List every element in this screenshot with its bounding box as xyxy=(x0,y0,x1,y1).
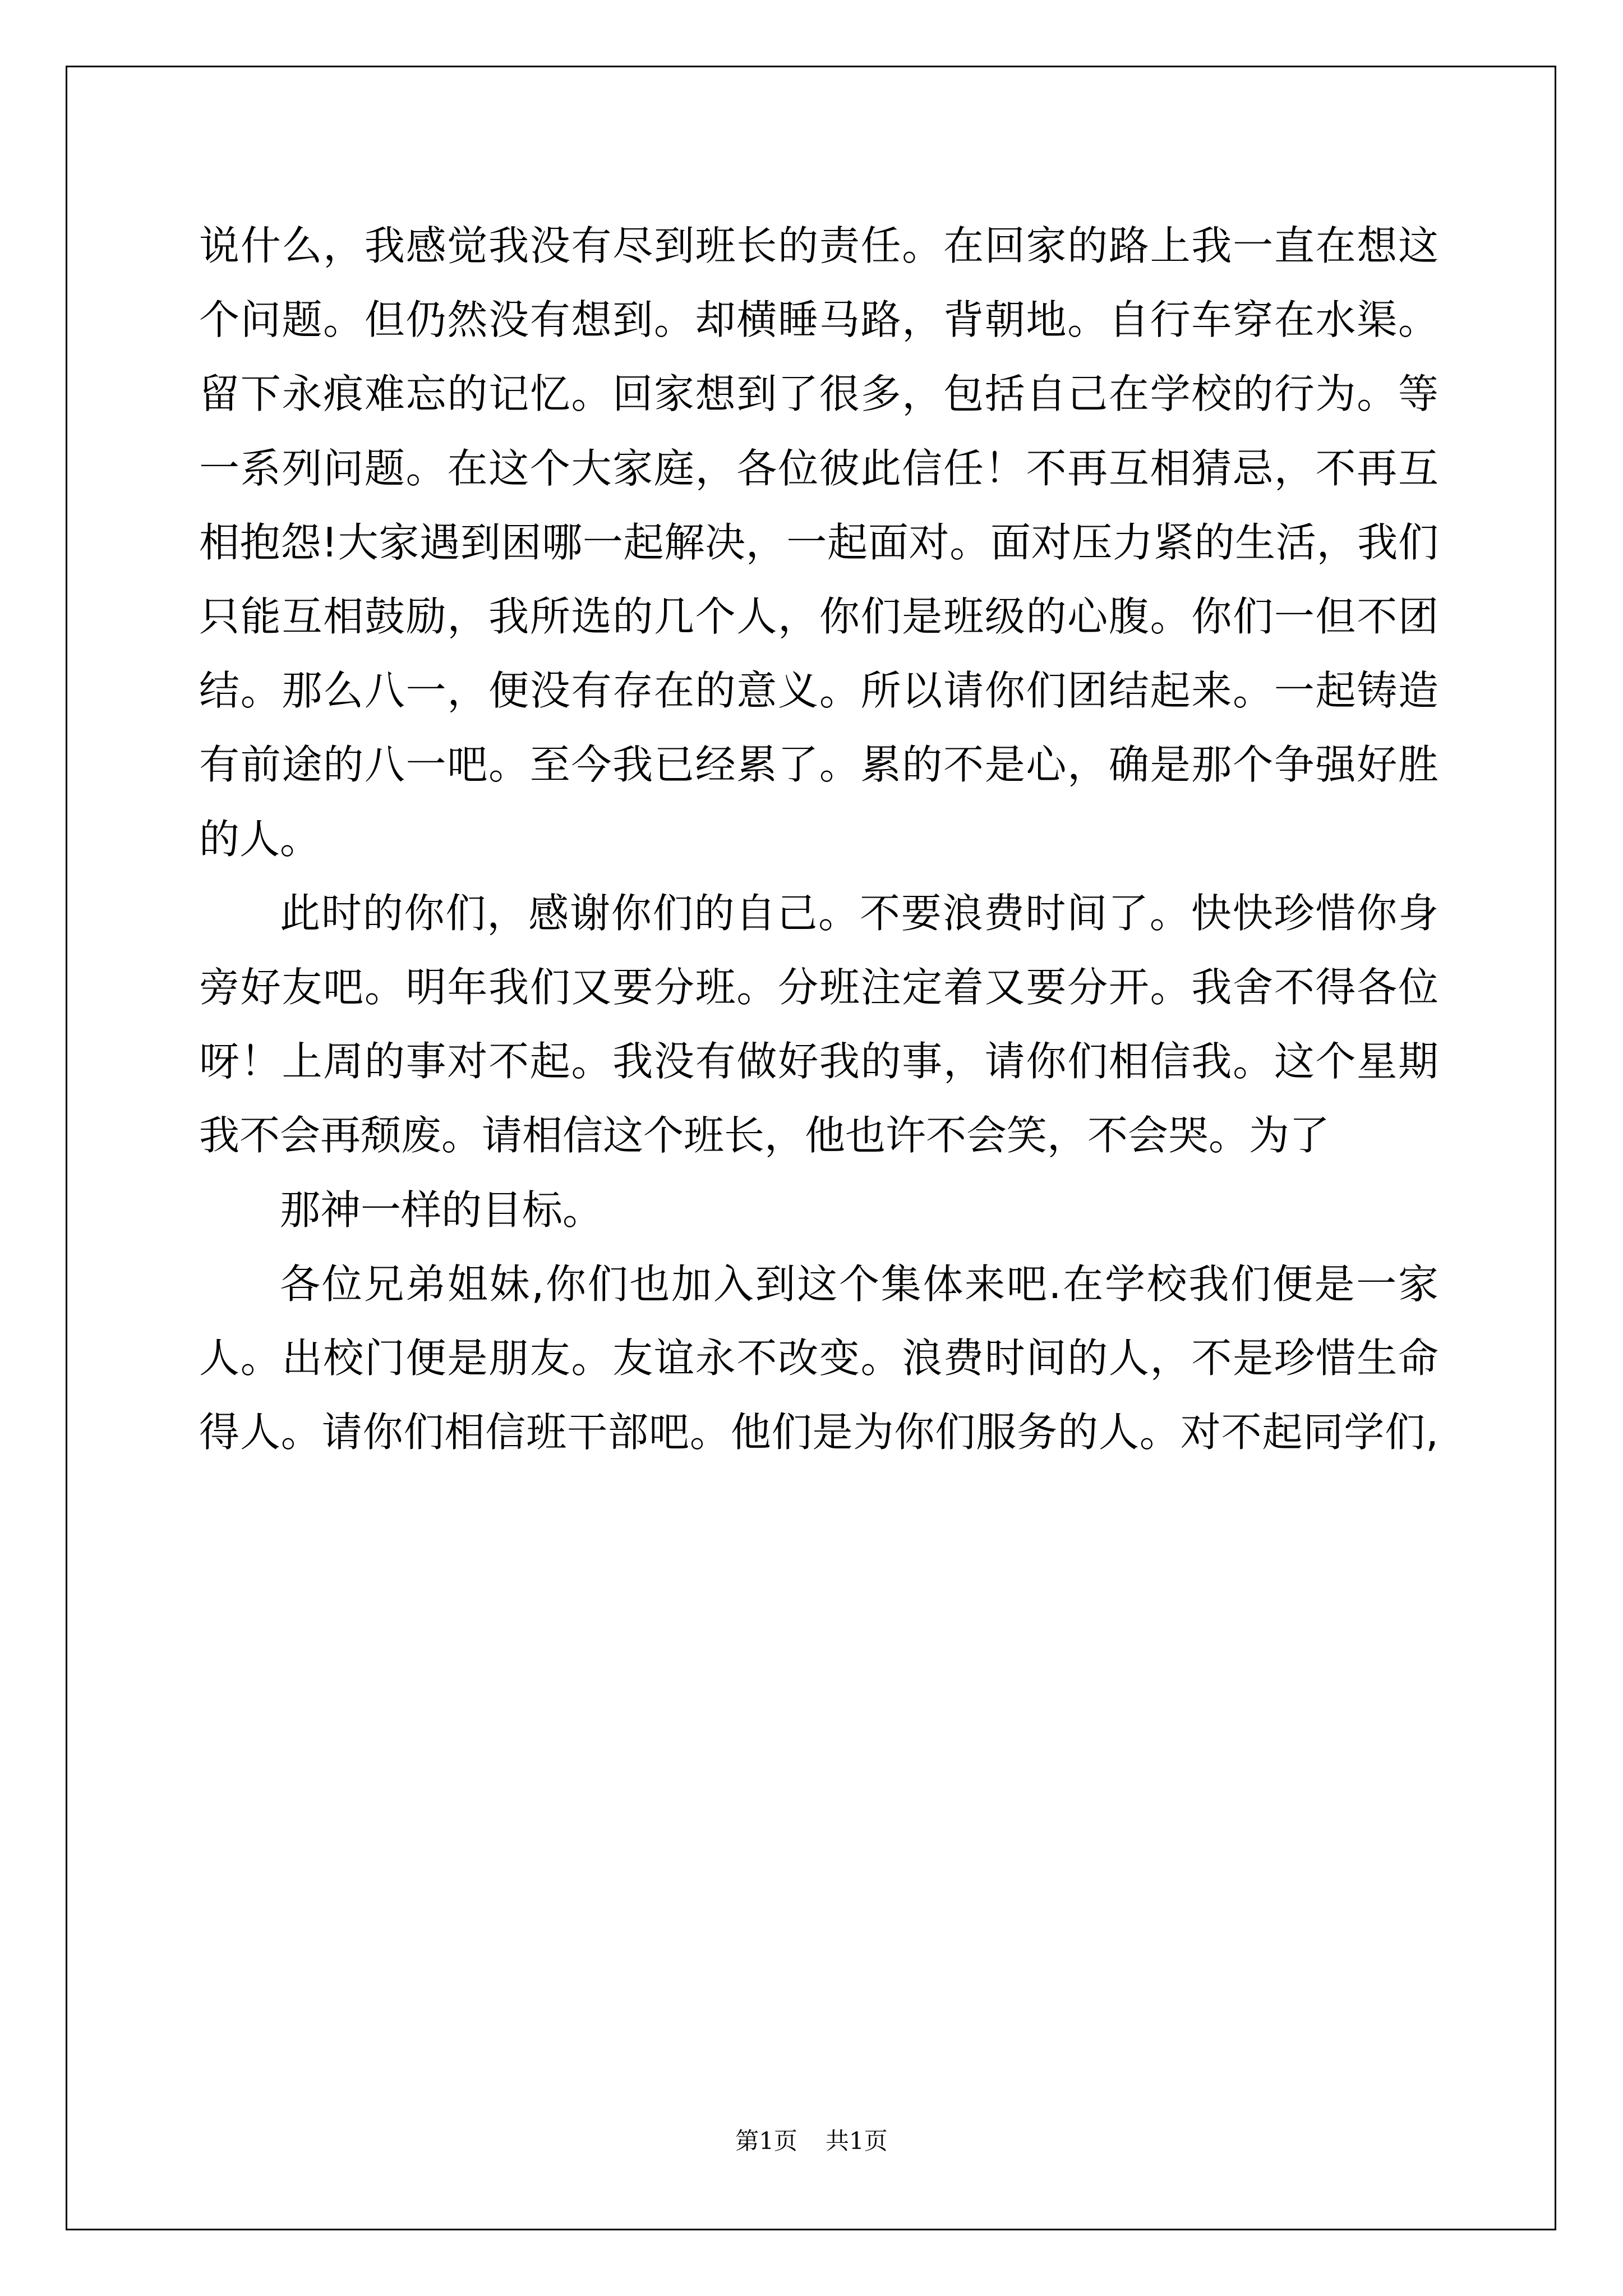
paragraph-line: 说什么，我感觉我没有尽到班长的责任。在回家的路上我一直在想这 xyxy=(199,222,1438,269)
paragraph-line: 有前途的八一吧。至今我已经累了。累的不是心，确是那个争强好胜 xyxy=(199,741,1438,788)
paragraph-line: 的人。 xyxy=(199,816,321,863)
paragraph-line: 得人。请你们相信班干部吧。他们是为你们服务的人。对不起同学们, xyxy=(199,1409,1438,1456)
paragraph-line: 此时的你们，感谢你们的自己。不要浪费时间了。快快珍惜你身 xyxy=(280,890,1438,937)
paragraph-line: 结。那么八一，便没有存在的意义。所以请你们团结起来。一起铸造 xyxy=(199,667,1438,714)
page-number: 第1页 xyxy=(735,2127,797,2155)
paragraph-line: 留下永痕难忘的记忆。回家想到了很多，包括自己在学校的行为。等 xyxy=(199,370,1438,417)
paragraph-line: 只能互相鼓励，我所选的几个人，你们是班级的心腹。你们一但不团 xyxy=(199,593,1438,640)
paragraph-line: 个问题。但仍然没有想到。却横睡马路，背朝地。自行车穿在水渠。 xyxy=(199,296,1438,343)
paragraph-line: 人。出校门便是朋友。友谊永不改变。浪费时间的人，不是珍惜生命 xyxy=(199,1335,1438,1382)
paragraph-line: 旁好友吧。明年我们又要分班。分班注定着又要分开。我舍不得各位 xyxy=(199,964,1438,1011)
page-total: 共1页 xyxy=(826,2127,888,2155)
paragraph-line: 那神一样的目标。 xyxy=(280,1186,603,1234)
paragraph-line: 呀！上周的事对不起。我没有做好我的事，请你们相信我。这个星期 xyxy=(199,1038,1438,1085)
paragraph-line: 各位兄弟姐妹,你们也加入到这个集体来吧.在学校我们便是一家 xyxy=(280,1260,1438,1308)
paragraph-line: 相抱怨!大家遇到困哪一起解决，一起面对。面对压力紧的生活，我们 xyxy=(199,519,1438,566)
paragraph-line: 我不会再颓废。请相信这个班长，他也许不会笑，不会哭。为了 xyxy=(199,1112,1330,1159)
page-footer xyxy=(0,2127,1623,2155)
paragraph-line: 一系列问题。在这个大家庭，各位彼此信任！不再互相猜忌，不再互 xyxy=(199,445,1438,492)
